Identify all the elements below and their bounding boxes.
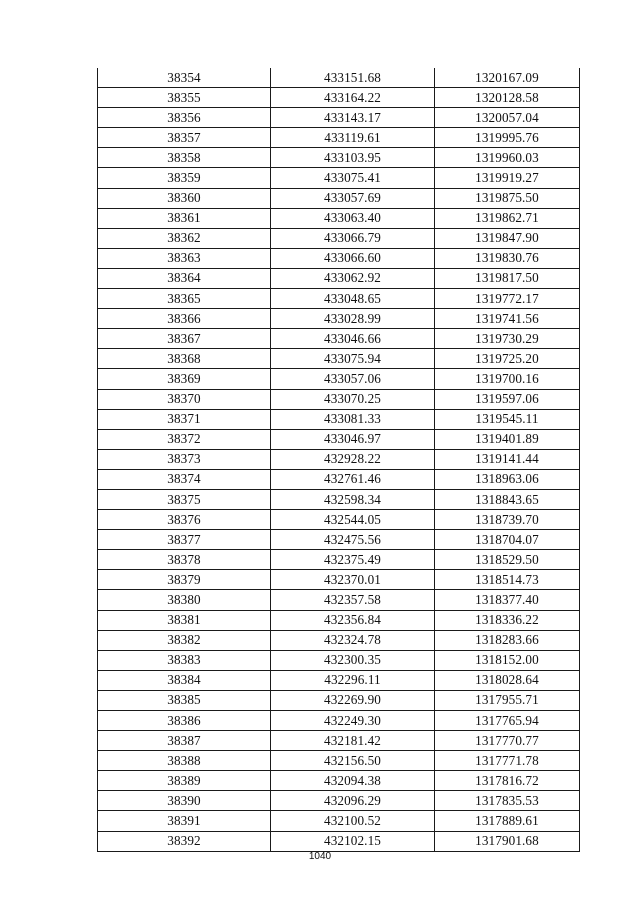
point-id-cell: 38375 bbox=[98, 489, 271, 509]
point-id-cell: 38389 bbox=[98, 771, 271, 791]
point-id-cell: 38385 bbox=[98, 690, 271, 710]
x-coordinate-cell: 432300.35 bbox=[271, 650, 435, 670]
table-row bbox=[98, 530, 580, 550]
x-coordinate-cell: 433046.66 bbox=[271, 329, 435, 349]
x-coordinate-cell: 432598.34 bbox=[271, 489, 435, 509]
table-row bbox=[98, 731, 580, 751]
table-row bbox=[98, 630, 580, 650]
table-row bbox=[98, 128, 580, 148]
y-coordinate-cell: 1320057.04 bbox=[435, 108, 580, 128]
x-coordinate-cell: 433081.33 bbox=[271, 409, 435, 429]
x-coordinate-cell: 433164.22 bbox=[271, 88, 435, 108]
y-coordinate-cell: 1319730.29 bbox=[435, 329, 580, 349]
table-row bbox=[98, 108, 580, 128]
point-id-cell: 38380 bbox=[98, 590, 271, 610]
y-coordinate-cell: 1318028.64 bbox=[435, 670, 580, 690]
table-row bbox=[98, 751, 580, 771]
point-id-cell: 38386 bbox=[98, 711, 271, 731]
y-coordinate-cell: 1319725.20 bbox=[435, 349, 580, 369]
point-id-cell: 38362 bbox=[98, 228, 271, 248]
x-coordinate-cell: 432102.15 bbox=[271, 831, 435, 851]
point-id-cell: 38357 bbox=[98, 128, 271, 148]
y-coordinate-cell: 1319545.11 bbox=[435, 409, 580, 429]
point-id-cell: 38366 bbox=[98, 309, 271, 329]
x-coordinate-cell: 432356.84 bbox=[271, 610, 435, 630]
x-coordinate-cell: 432475.56 bbox=[271, 530, 435, 550]
table-row bbox=[98, 469, 580, 489]
x-coordinate-cell: 433066.60 bbox=[271, 248, 435, 268]
x-coordinate-cell: 433028.99 bbox=[271, 309, 435, 329]
x-coordinate-cell: 433143.17 bbox=[271, 108, 435, 128]
point-id-cell: 38376 bbox=[98, 510, 271, 530]
table-row bbox=[98, 811, 580, 831]
y-coordinate-cell: 1319875.50 bbox=[435, 188, 580, 208]
table-row bbox=[98, 268, 580, 288]
x-coordinate-cell: 433057.06 bbox=[271, 369, 435, 389]
x-coordinate-cell: 432249.30 bbox=[271, 711, 435, 731]
coordinates-table-body bbox=[98, 68, 580, 851]
table-row bbox=[98, 690, 580, 710]
y-coordinate-cell: 1318739.70 bbox=[435, 510, 580, 530]
point-id-cell: 38368 bbox=[98, 349, 271, 369]
y-coordinate-cell: 1318377.40 bbox=[435, 590, 580, 610]
point-id-cell: 38388 bbox=[98, 751, 271, 771]
table-row bbox=[98, 429, 580, 449]
x-coordinate-cell: 433057.69 bbox=[271, 188, 435, 208]
table-row bbox=[98, 208, 580, 228]
y-coordinate-cell: 1318529.50 bbox=[435, 550, 580, 570]
y-coordinate-cell: 1319817.50 bbox=[435, 268, 580, 288]
table-row bbox=[98, 610, 580, 630]
point-id-cell: 38382 bbox=[98, 630, 271, 650]
y-coordinate-cell: 1319960.03 bbox=[435, 148, 580, 168]
y-coordinate-cell: 1318283.66 bbox=[435, 630, 580, 650]
point-id-cell: 38364 bbox=[98, 268, 271, 288]
x-coordinate-cell: 433075.41 bbox=[271, 168, 435, 188]
coordinates-table bbox=[97, 68, 580, 852]
table-row bbox=[98, 329, 580, 349]
point-id-cell: 38354 bbox=[98, 68, 271, 88]
page-number: 1040 bbox=[308, 851, 332, 862]
x-coordinate-cell: 432156.50 bbox=[271, 751, 435, 771]
point-id-cell: 38361 bbox=[98, 208, 271, 228]
y-coordinate-cell: 1317901.68 bbox=[435, 831, 580, 851]
table-row bbox=[98, 791, 580, 811]
point-id-cell: 38372 bbox=[98, 429, 271, 449]
y-coordinate-cell: 1318152.00 bbox=[435, 650, 580, 670]
y-coordinate-cell: 1317835.53 bbox=[435, 791, 580, 811]
table-row bbox=[98, 88, 580, 108]
y-coordinate-cell: 1318514.73 bbox=[435, 570, 580, 590]
y-coordinate-cell: 1318843.65 bbox=[435, 489, 580, 509]
point-id-cell: 38367 bbox=[98, 329, 271, 349]
x-coordinate-cell: 432100.52 bbox=[271, 811, 435, 831]
table-row bbox=[98, 289, 580, 309]
x-coordinate-cell: 432357.58 bbox=[271, 590, 435, 610]
table-row bbox=[98, 831, 580, 851]
table-row bbox=[98, 188, 580, 208]
point-id-cell: 38360 bbox=[98, 188, 271, 208]
table-row bbox=[98, 590, 580, 610]
table-row bbox=[98, 409, 580, 429]
y-coordinate-cell: 1319597.06 bbox=[435, 389, 580, 409]
table-row bbox=[98, 248, 580, 268]
x-coordinate-cell: 433046.97 bbox=[271, 429, 435, 449]
point-id-cell: 38383 bbox=[98, 650, 271, 670]
point-id-cell: 38381 bbox=[98, 610, 271, 630]
point-id-cell: 38355 bbox=[98, 88, 271, 108]
x-coordinate-cell: 432544.05 bbox=[271, 510, 435, 530]
table-row bbox=[98, 168, 580, 188]
y-coordinate-cell: 1319741.56 bbox=[435, 309, 580, 329]
x-coordinate-cell: 432928.22 bbox=[271, 449, 435, 469]
x-coordinate-cell: 432096.29 bbox=[271, 791, 435, 811]
table-row bbox=[98, 228, 580, 248]
table-row bbox=[98, 489, 580, 509]
x-coordinate-cell: 433062.92 bbox=[271, 268, 435, 288]
point-id-cell: 38384 bbox=[98, 670, 271, 690]
y-coordinate-cell: 1317765.94 bbox=[435, 711, 580, 731]
table-row bbox=[98, 771, 580, 791]
point-id-cell: 38370 bbox=[98, 389, 271, 409]
x-coordinate-cell: 432761.46 bbox=[271, 469, 435, 489]
x-coordinate-cell: 433103.95 bbox=[271, 148, 435, 168]
y-coordinate-cell: 1319919.27 bbox=[435, 168, 580, 188]
point-id-cell: 38373 bbox=[98, 449, 271, 469]
y-coordinate-cell: 1317816.72 bbox=[435, 771, 580, 791]
y-coordinate-cell: 1319401.89 bbox=[435, 429, 580, 449]
y-coordinate-cell: 1319772.17 bbox=[435, 289, 580, 309]
x-coordinate-cell: 432181.42 bbox=[271, 731, 435, 751]
y-coordinate-cell: 1319862.71 bbox=[435, 208, 580, 228]
y-coordinate-cell: 1318336.22 bbox=[435, 610, 580, 630]
table-row bbox=[98, 369, 580, 389]
y-coordinate-cell: 1320167.09 bbox=[435, 68, 580, 88]
point-id-cell: 38387 bbox=[98, 731, 271, 751]
point-id-cell: 38363 bbox=[98, 248, 271, 268]
x-coordinate-cell: 432370.01 bbox=[271, 570, 435, 590]
point-id-cell: 38371 bbox=[98, 409, 271, 429]
x-coordinate-cell: 433075.94 bbox=[271, 349, 435, 369]
table-row bbox=[98, 670, 580, 690]
point-id-cell: 38359 bbox=[98, 168, 271, 188]
y-coordinate-cell: 1319830.76 bbox=[435, 248, 580, 268]
point-id-cell: 38390 bbox=[98, 791, 271, 811]
x-coordinate-cell: 432324.78 bbox=[271, 630, 435, 650]
point-id-cell: 38391 bbox=[98, 811, 271, 831]
y-coordinate-cell: 1317770.77 bbox=[435, 731, 580, 751]
table-row bbox=[98, 68, 580, 88]
y-coordinate-cell: 1319995.76 bbox=[435, 128, 580, 148]
point-id-cell: 38379 bbox=[98, 570, 271, 590]
x-coordinate-cell: 433070.25 bbox=[271, 389, 435, 409]
table-row bbox=[98, 349, 580, 369]
table-row bbox=[98, 449, 580, 469]
y-coordinate-cell: 1319141.44 bbox=[435, 449, 580, 469]
point-id-cell: 38377 bbox=[98, 530, 271, 550]
x-coordinate-cell: 432269.90 bbox=[271, 690, 435, 710]
y-coordinate-cell: 1319847.90 bbox=[435, 228, 580, 248]
y-coordinate-cell: 1318963.06 bbox=[435, 469, 580, 489]
point-id-cell: 38356 bbox=[98, 108, 271, 128]
x-coordinate-cell: 433063.40 bbox=[271, 208, 435, 228]
table-row bbox=[98, 148, 580, 168]
y-coordinate-cell: 1317889.61 bbox=[435, 811, 580, 831]
y-coordinate-cell: 1319700.16 bbox=[435, 369, 580, 389]
x-coordinate-cell: 432375.49 bbox=[271, 550, 435, 570]
point-id-cell: 38369 bbox=[98, 369, 271, 389]
y-coordinate-cell: 1320128.58 bbox=[435, 88, 580, 108]
x-coordinate-cell: 433048.65 bbox=[271, 289, 435, 309]
table-row bbox=[98, 550, 580, 570]
table-row bbox=[98, 650, 580, 670]
table-row bbox=[98, 570, 580, 590]
point-id-cell: 38358 bbox=[98, 148, 271, 168]
point-id-cell: 38374 bbox=[98, 469, 271, 489]
y-coordinate-cell: 1318704.07 bbox=[435, 530, 580, 550]
table-row bbox=[98, 389, 580, 409]
table-row bbox=[98, 711, 580, 731]
y-coordinate-cell: 1317771.78 bbox=[435, 751, 580, 771]
x-coordinate-cell: 433151.68 bbox=[271, 68, 435, 88]
table-row bbox=[98, 510, 580, 530]
x-coordinate-cell: 432296.11 bbox=[271, 670, 435, 690]
x-coordinate-cell: 433119.61 bbox=[271, 128, 435, 148]
point-id-cell: 38378 bbox=[98, 550, 271, 570]
y-coordinate-cell: 1317955.71 bbox=[435, 690, 580, 710]
point-id-cell: 38392 bbox=[98, 831, 271, 851]
x-coordinate-cell: 432094.38 bbox=[271, 771, 435, 791]
table-row bbox=[98, 309, 580, 329]
point-id-cell: 38365 bbox=[98, 289, 271, 309]
x-coordinate-cell: 433066.79 bbox=[271, 228, 435, 248]
